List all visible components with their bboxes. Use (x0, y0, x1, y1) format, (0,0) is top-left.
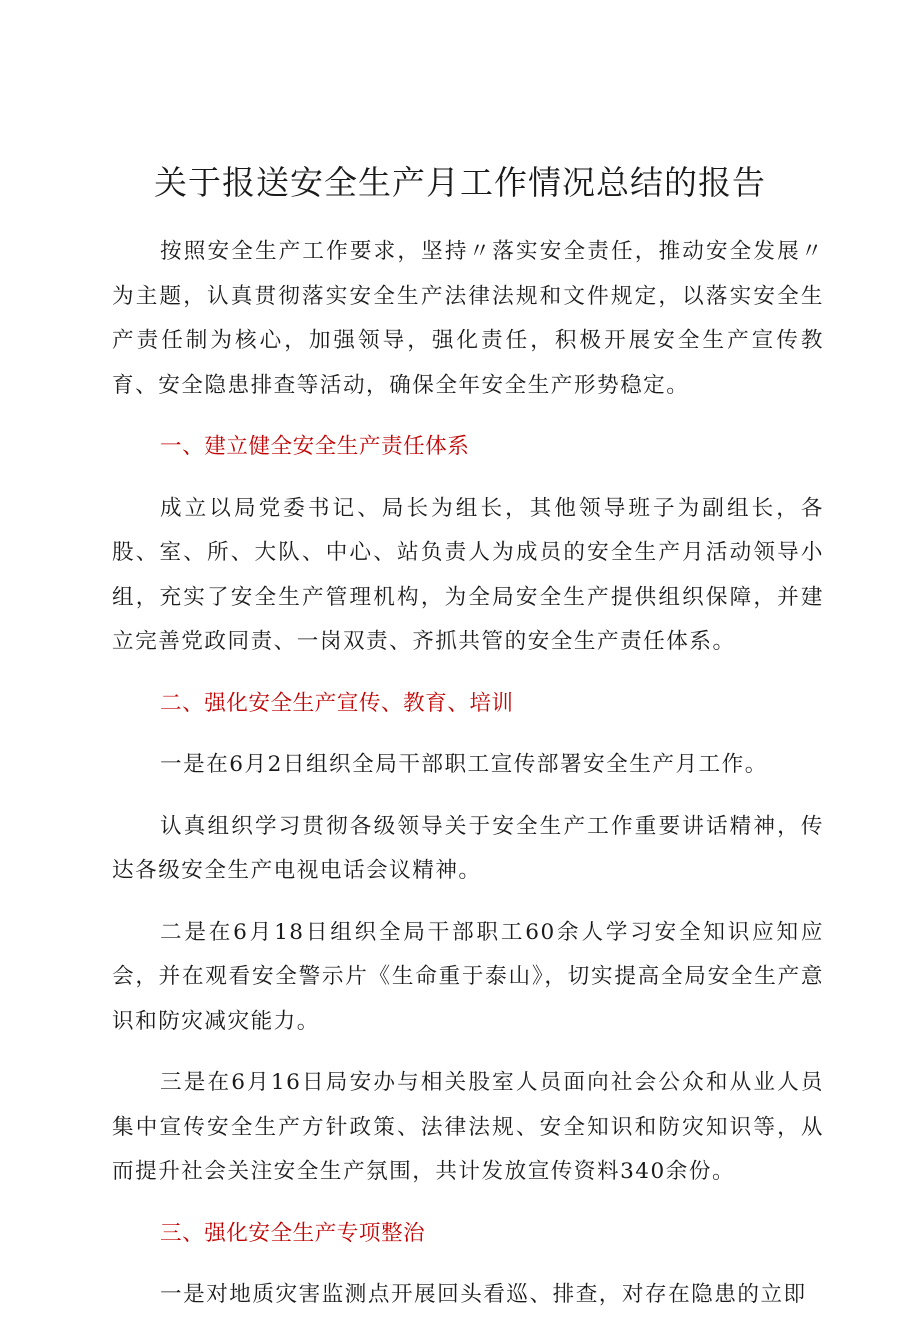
section-3-paragraph: 一是对地质灾害监测点开展回头看巡、排查，对存在隐患的立即 (160, 1282, 807, 1307)
intro-paragraph: 按照安全生产工作要求，坚持〃落实安全责任，推动安全发展〃为主题，认真贯彻落实安全生产法律法规和文件规定，以落实安全生产责任制为核心，加强领导，强化责任，积极开展安全生产宣传教育、安全隐患排查等活动，确保全年安全生产形势稳定。 (112, 239, 824, 398)
section-2-paragraph: 三是在6月16日局安办与相关股室人员面向社会公众和从业人员集中宣传安全生产方针政策、法律法规、安全知识和防灾知识等，从而提升社会关注安全生产氛围，共计发放宣传资料340余份。 (112, 1070, 824, 1184)
document-title: 关于报送安全生产月工作情况总结的报告 (154, 163, 766, 202)
section-2-paragraph: 一是在6月2日组织全局干部职工宣传部署安全生产月工作。 (160, 752, 768, 777)
section-1-heading: 一、建立健全安全生产责任体系 (160, 434, 470, 459)
document-body (112, 230, 824, 1335)
section-2-paragraph: 二是在6月18日组织全局干部职工60余人学习安全知识应知应会，并在观看安全警示片《生命重于泰山》，切实提高全局安全生产意识和防灾减灾能力。 (112, 919, 824, 1034)
section-2-paragraph: 认真组织学习贯彻各级领导关于安全生产工作重要讲话精神，传达各级安全生产电视电话会议精神。 (112, 813, 824, 883)
section-3-heading: 三、强化安全生产专项整治 (160, 1220, 426, 1246)
section-2-heading: 二、强化安全生产宣传、教育、培训 (160, 690, 514, 716)
section-1-paragraph: 成立以局党委书记、局长为组长，其他领导班子为副组长，各股、室、所、大队、中心、站负责人为成员的安全生产月活动领导小组，充实了安全生产管理机构，为全局安全生产提供组织保障，并建立完善党政同责、一岗双责、齐抓共管的安全生产责任体系。 (112, 495, 824, 654)
